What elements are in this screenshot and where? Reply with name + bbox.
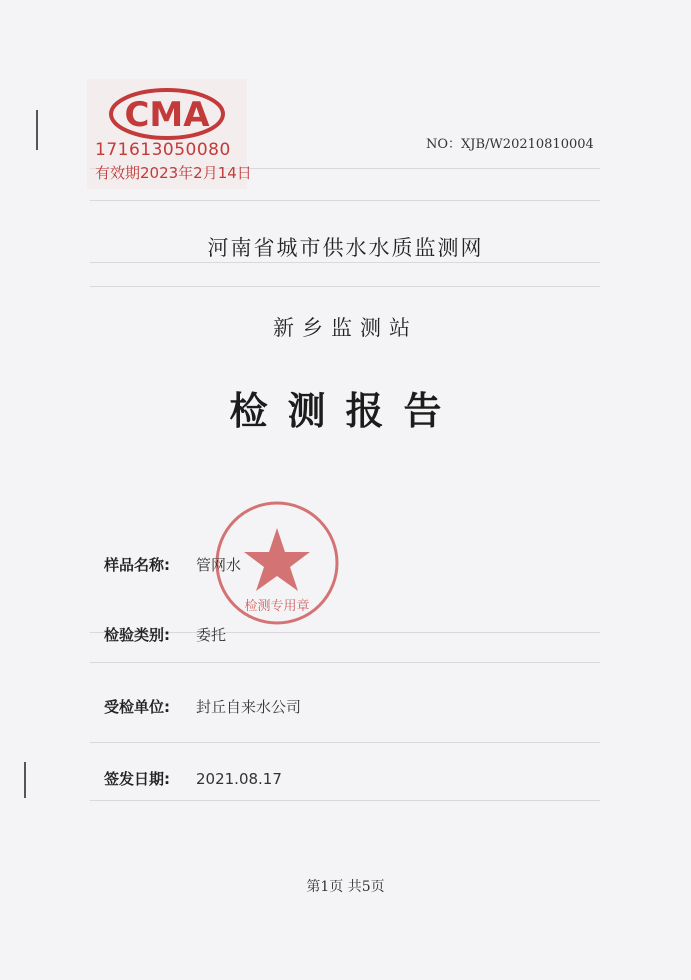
ghost-line [90,800,600,801]
field-sample-name [104,554,241,575]
field-issue-date [104,768,282,789]
margin-mark [36,110,38,150]
field-inspection-type [104,624,226,645]
document-title: 检测报告 [229,389,462,433]
page-footer: 第1页 共5页 [306,879,385,895]
ghost-line [90,200,600,201]
field-value: 封丘自来水公司 [196,698,302,716]
field-value: 管网水 [196,556,242,574]
official-seal-text: 检测专用章 [244,599,310,614]
ghost-line [90,662,600,663]
station-name: 新乡监测站 [273,316,418,340]
cma-seal-code: 171613050080 [95,140,231,160]
field-inspected-unit [104,696,301,717]
cma-seal-validity: 有效期2023年2月14日 [95,164,252,182]
field-value: 委托 [196,626,227,644]
margin-mark [24,762,26,798]
field-value: 2021.08.17 [196,770,282,788]
organization-name: 河南省城市供水水质监测网 [207,236,484,260]
field-label: 签发日期: [104,770,170,788]
cma-seal-mark: CMA [124,95,210,135]
ghost-line [90,262,600,263]
field-label: 检验类别: [104,626,170,644]
field-label: 样品名称: [104,556,170,574]
ghost-line [90,286,600,287]
report-number: NO：XJB/W20210810004 [426,137,594,152]
field-label: 受检单位: [104,698,170,716]
ghost-line [90,742,600,743]
